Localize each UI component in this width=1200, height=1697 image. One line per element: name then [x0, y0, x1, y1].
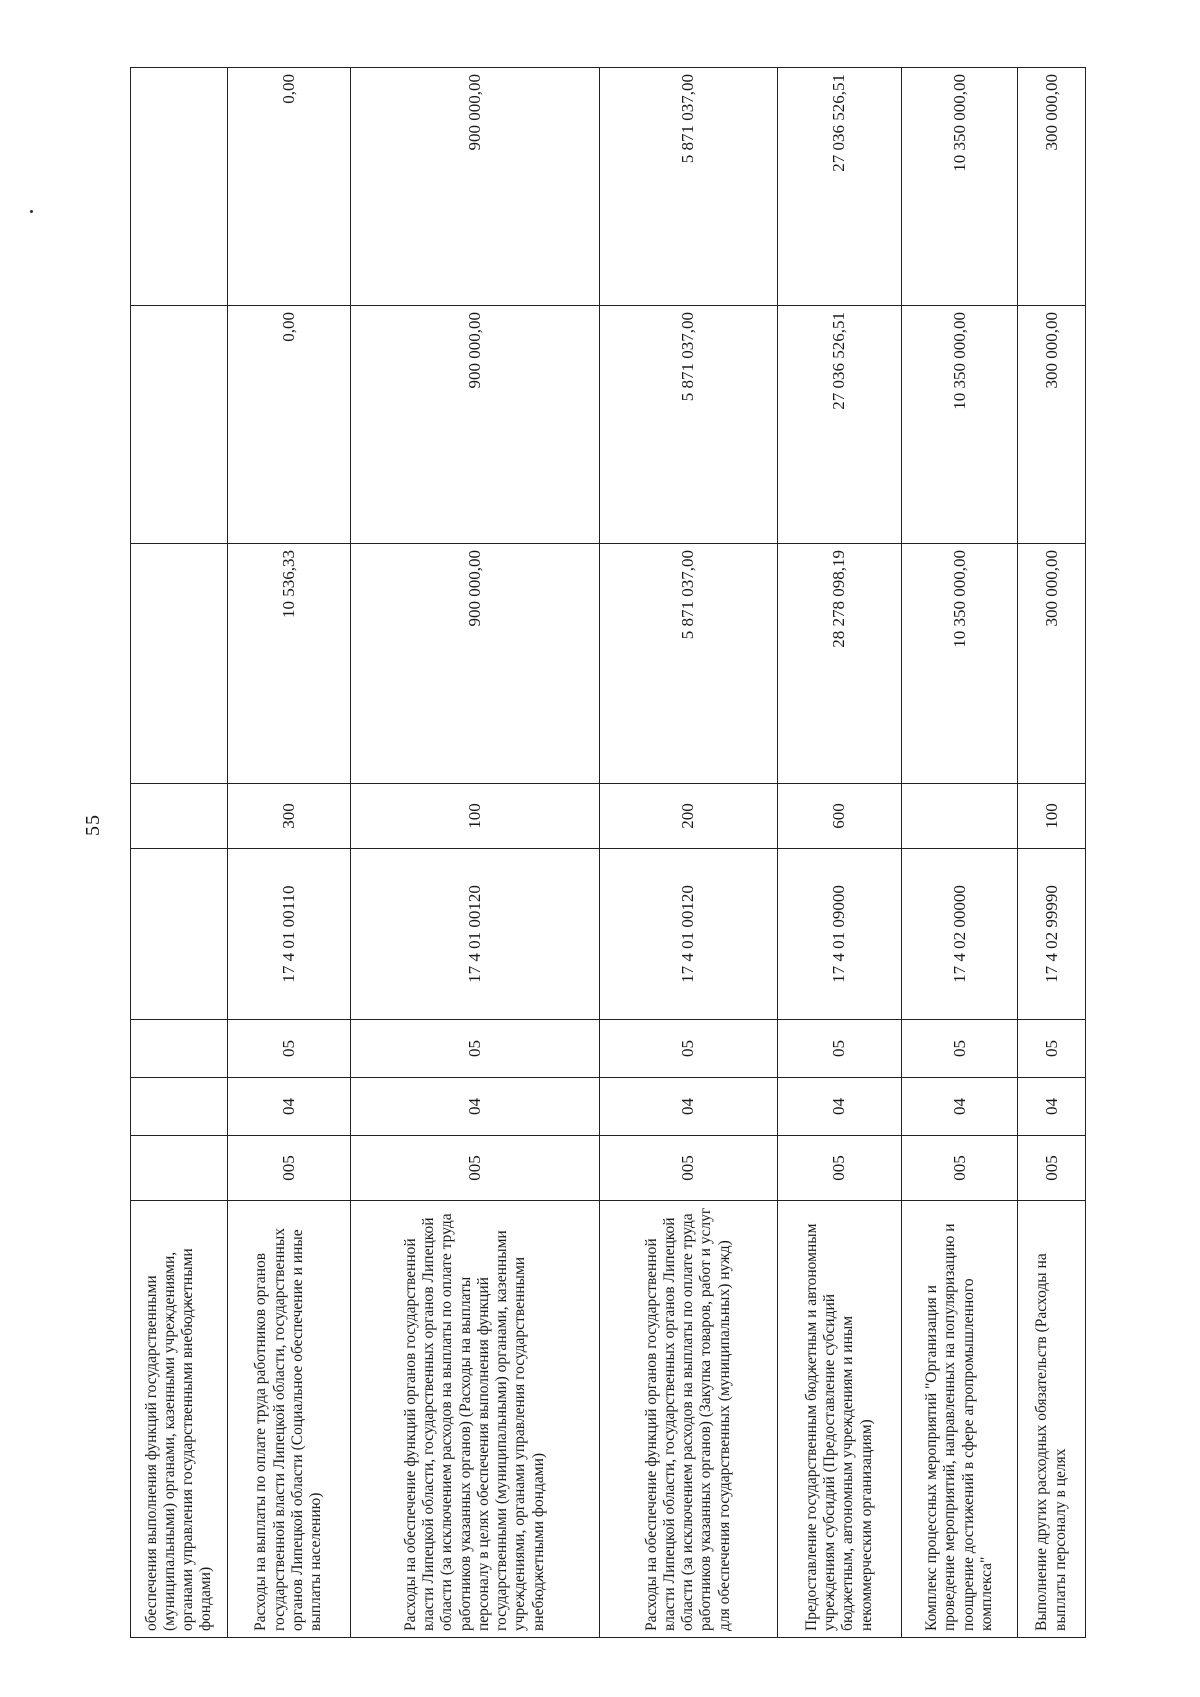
amount-year-2: 0,00 — [228, 306, 351, 544]
csr-code — [131, 849, 228, 1020]
amount-year-1: 5 871 037,00 — [600, 544, 777, 784]
gr-code: 005 — [902, 1136, 1018, 1201]
gr-code — [131, 1136, 228, 1201]
pr-code: 05 — [1018, 1020, 1086, 1078]
vr-code — [131, 784, 228, 849]
pr-code: 05 — [777, 1020, 902, 1078]
gr-code: 005 — [1018, 1136, 1086, 1201]
amount-year-3: 27 036 526,51 — [777, 68, 902, 306]
pr-code: 05 — [350, 1020, 599, 1078]
amount-year-2: 300 000,00 — [1018, 306, 1086, 544]
rz-code: 04 — [350, 1078, 599, 1136]
csr-code: 17 4 01 09000 — [777, 849, 902, 1020]
gr-code: 005 — [600, 1136, 777, 1201]
amount-year-1: 10 536,33 — [228, 544, 351, 784]
amount-year-3: 5 871 037,00 — [600, 68, 777, 306]
csr-code: 17 4 02 99990 — [1018, 849, 1086, 1020]
gr-code: 005 — [228, 1136, 351, 1201]
scan-speck — [30, 210, 33, 213]
amount-year-3: 900 000,00 — [350, 68, 599, 306]
row-name: обеспечения выполнения функций государственными (муниципальными) органами, казенными учреждениями, органами управления государственными внебюджетными фондами) — [131, 1201, 228, 1638]
row-name: Расходы на обеспечение функций органов государственной власти Липецкой области, государственных органов Липецкой области (за исключением расходов на выплаты по оплате труда работников указанных органов) (Расходы на выплаты персоналу в целях обеспечения выполнения функций государственными (муниципальными) органами, казенными учреждениями, органами управления государственными внебюджетными фондами) — [350, 1201, 599, 1638]
vr-code: 300 — [228, 784, 351, 849]
table-row — [777, 68, 902, 1638]
pr-code — [131, 1020, 228, 1078]
table-row — [902, 68, 1018, 1638]
amount-year-2 — [131, 306, 228, 544]
rz-code: 04 — [228, 1078, 351, 1136]
table-row — [600, 68, 777, 1638]
amount-year-3: 0,00 — [228, 68, 351, 306]
amount-year-2: 10 350 000,00 — [902, 306, 1018, 544]
table-row — [1018, 68, 1086, 1638]
amount-year-2: 27 036 526,51 — [777, 306, 902, 544]
csr-code: 17 4 02 00000 — [902, 849, 1018, 1020]
row-name: Предоставление государственным бюджетным и автономным учреждениям субсидий (Предоставление субсидий бюджетным, автономным учреждениям и иным некоммерческим организациям) — [777, 1201, 902, 1638]
row-name: Комплекс процессных мероприятий "Организация и проведение мероприятий, направленных на популяризацию и поощрение достижений в сфере агропромышленного комплекса" — [902, 1201, 1018, 1638]
amount-year-1: 900 000,00 — [350, 544, 599, 784]
amount-year-1: 300 000,00 — [1018, 544, 1086, 784]
rz-code: 04 — [902, 1078, 1018, 1136]
budget-table — [130, 67, 1086, 1638]
row-name: Расходы на выплаты по оплате труда работников органов государственной власти Липецкой области, государственных органов Липецкой области (Социальное обеспечение и иные выплаты населению) — [228, 1201, 351, 1638]
table-row — [228, 68, 351, 1638]
rz-code: 04 — [777, 1078, 902, 1136]
amount-year-1 — [131, 544, 228, 784]
row-name: Расходы на обеспечение функций органов государственной власти Липецкой области, государственных органов Липецкой области (за исключением расходов на выплаты по оплате труда работников указанных органов) (Закупка товаров, работ и услуг для обеспечения государственных (муниципальных) нужд) — [600, 1201, 777, 1638]
csr-code: 17 4 01 00110 — [228, 849, 351, 1020]
page-number: 55 — [82, 814, 104, 836]
vr-code: 200 — [600, 784, 777, 849]
rotated-table-container — [130, 68, 1086, 1638]
csr-code: 17 4 01 00120 — [600, 849, 777, 1020]
amount-year-3: 10 350 000,00 — [902, 68, 1018, 306]
table-row — [131, 68, 228, 1638]
amount-year-1: 10 350 000,00 — [902, 544, 1018, 784]
amount-year-3: 300 000,00 — [1018, 68, 1086, 306]
amount-year-2: 900 000,00 — [350, 306, 599, 544]
rz-code — [131, 1078, 228, 1136]
vr-code: 600 — [777, 784, 902, 849]
gr-code: 005 — [350, 1136, 599, 1201]
row-name: Выполнение других расходных обязательств (Расходы на выплаты персоналу в целях — [1018, 1201, 1086, 1638]
amount-year-3 — [131, 68, 228, 306]
amount-year-1: 28 278 098,19 — [777, 544, 902, 784]
amount-year-2: 5 871 037,00 — [600, 306, 777, 544]
rz-code: 04 — [1018, 1078, 1086, 1136]
vr-code — [902, 784, 1018, 849]
pr-code: 05 — [902, 1020, 1018, 1078]
csr-code: 17 4 01 00120 — [350, 849, 599, 1020]
vr-code: 100 — [1018, 784, 1086, 849]
pr-code: 05 — [600, 1020, 777, 1078]
gr-code: 005 — [777, 1136, 902, 1201]
vr-code: 100 — [350, 784, 599, 849]
rz-code: 04 — [600, 1078, 777, 1136]
table-row — [350, 68, 599, 1638]
pr-code: 05 — [228, 1020, 351, 1078]
